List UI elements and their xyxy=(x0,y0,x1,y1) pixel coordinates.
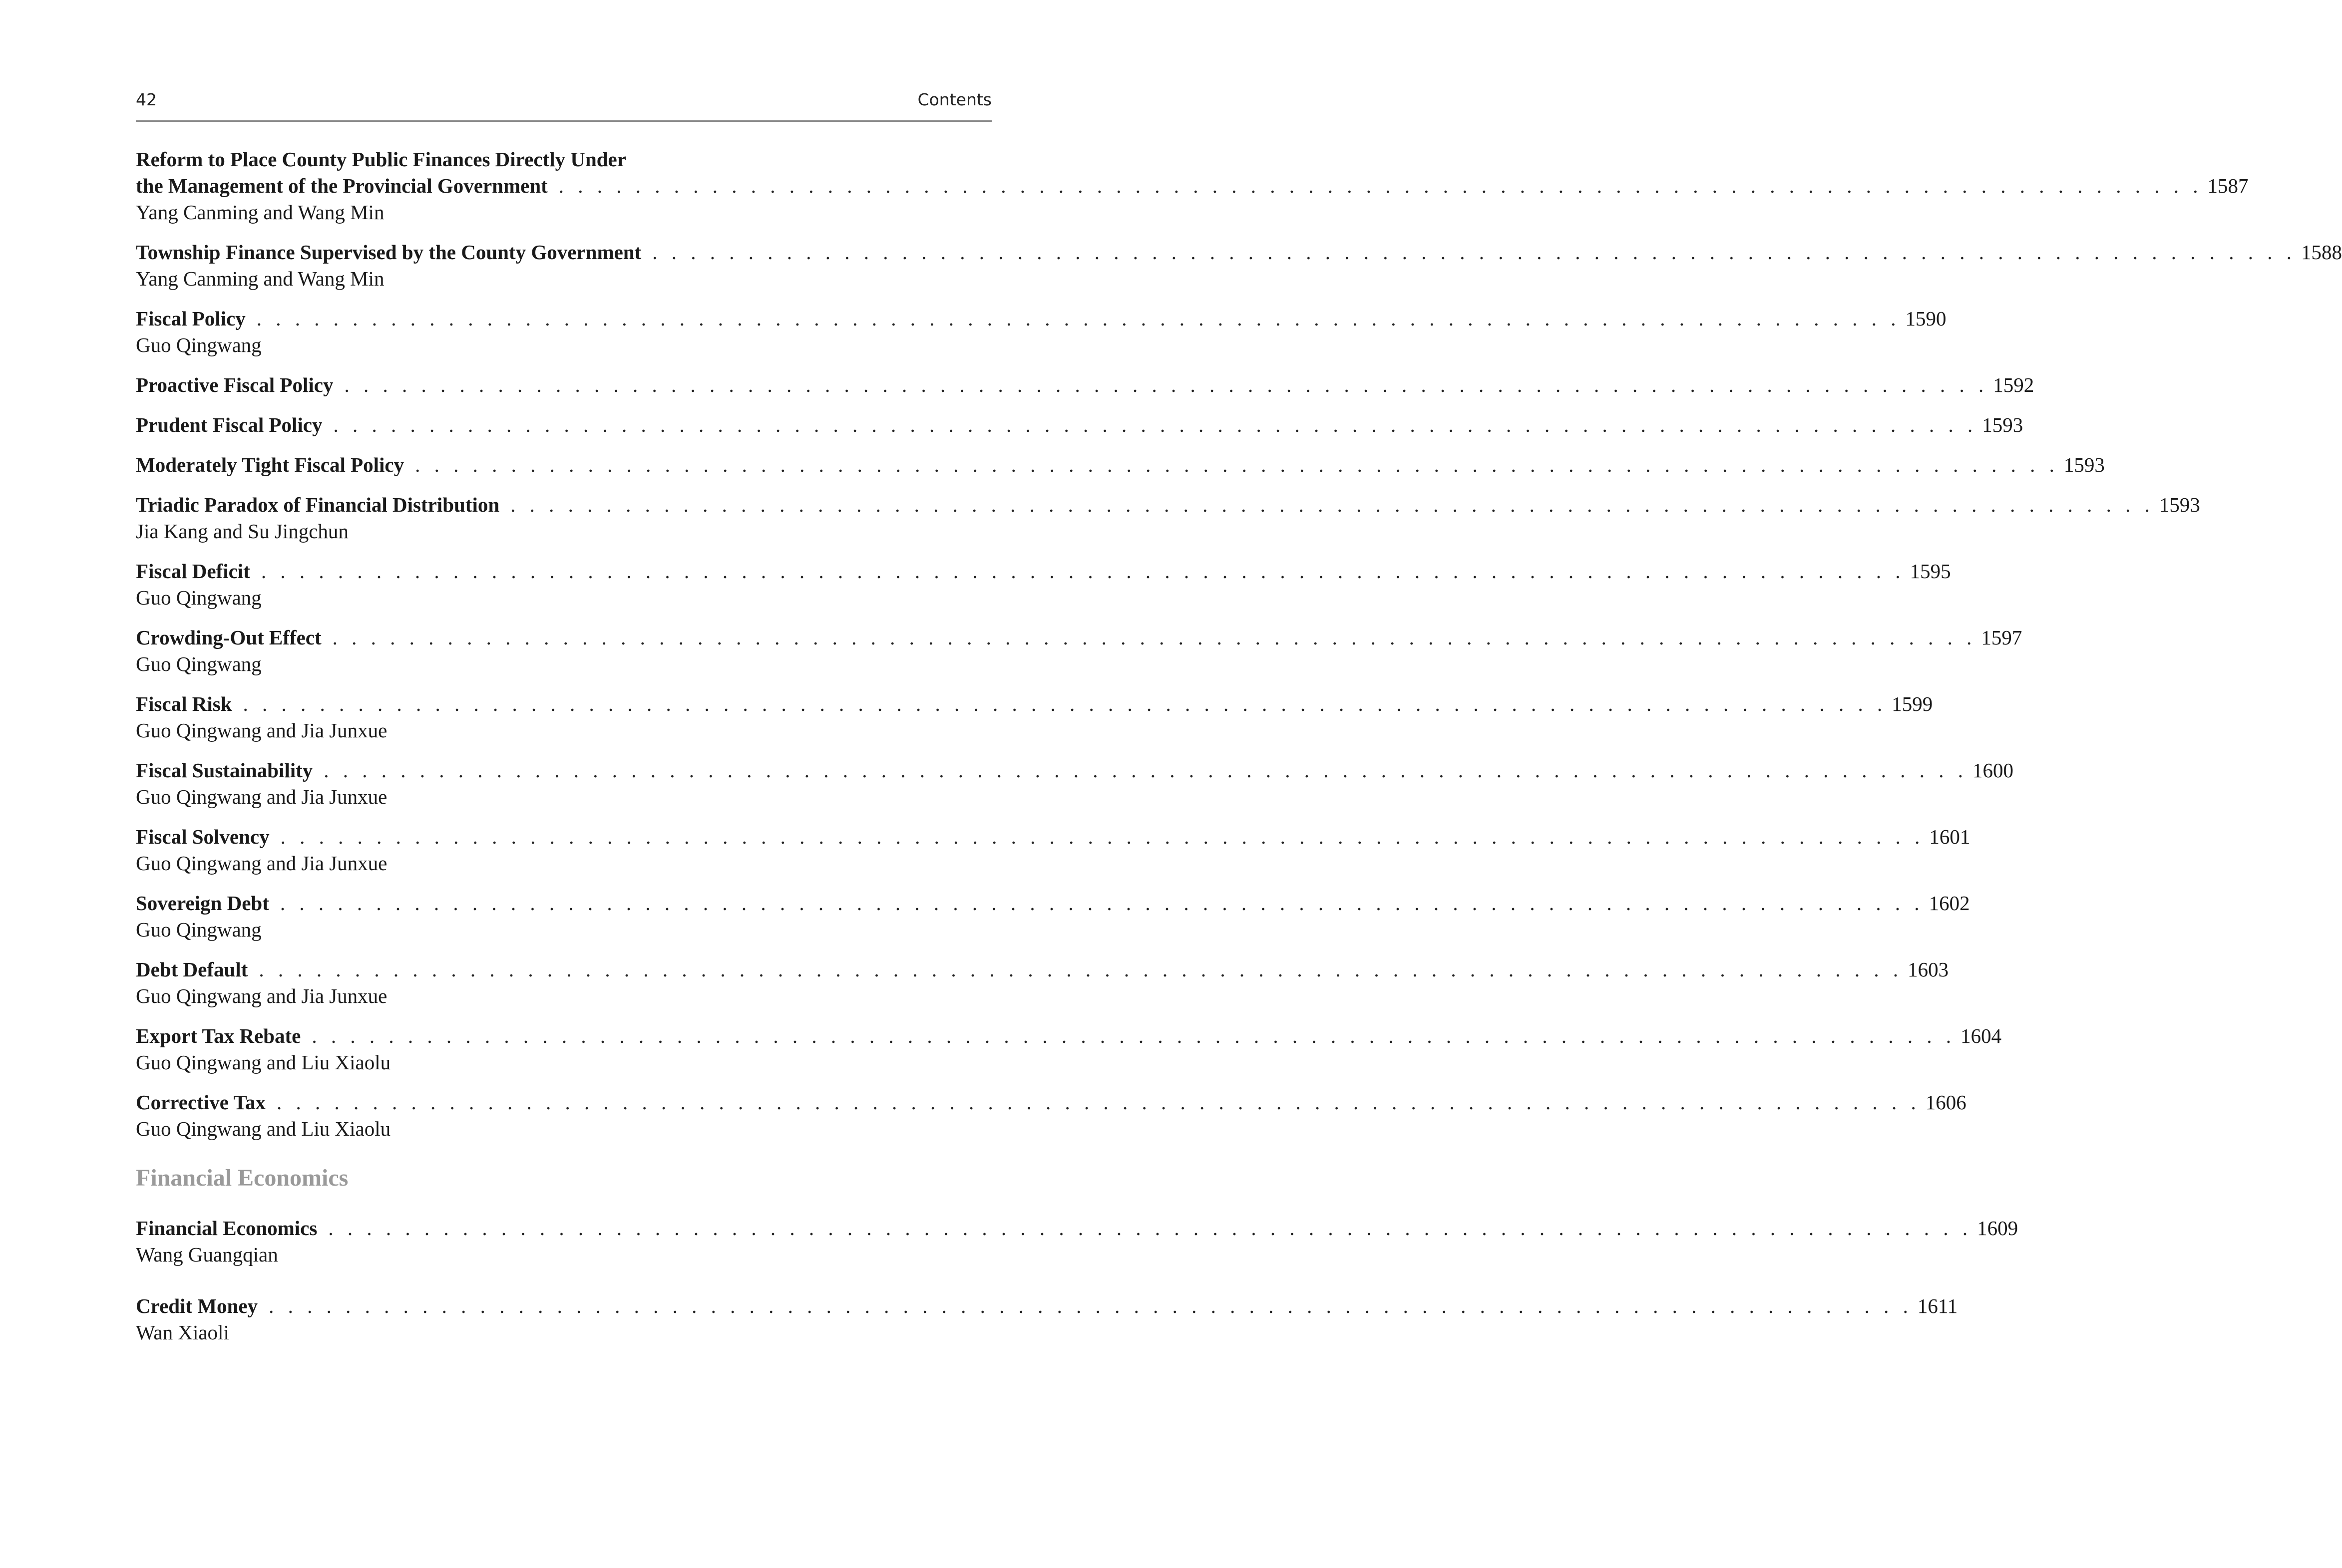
dot-leader: . . . . . . . . . . . . . . . . . . . . . . . . . . . . . . . . . . . . . . . . . . . . . . . . . . . . . . . . . . . . . . . . . . . . . . . . . . . . . . . . . . . . . . xyxy=(558,174,2203,197)
toc-entry-page: 1587 xyxy=(2207,174,2249,197)
toc-entry-page: 1592 xyxy=(1993,373,2034,396)
dot-leader: . . . . . . . . . . . . . . . . . . . . . . . . . . . . . . . . . . . . . . . . . . . . . . . . . . . . . . . . . . . . . . . . . . . . . . . . . . . . . . . . . . . . . . xyxy=(261,560,1905,583)
toc-entry-page: 1611 xyxy=(1917,1294,1958,1317)
dot-leader: . . . . . . . . . . . . . . . . . . . . . . . . . . . . . . . . . . . . . . . . . . . . . . . . . . . . . . . . . . . . . . . . . . . . . . . . . . . . . . . . . . . . . . xyxy=(243,692,1887,715)
toc-entry-moderately-tight-fiscal-policy[interactable] xyxy=(136,452,2105,478)
toc-entry-title: Debt Default xyxy=(136,958,248,981)
toc-entry-authors: Guo Qingwang and Jia Junxue xyxy=(136,719,388,742)
toc-entry-page: 1593 xyxy=(2063,453,2105,476)
toc-entry-fiscal-solvency[interactable] xyxy=(136,824,1970,877)
toc-entry-title: Corrective Tax xyxy=(136,1091,266,1114)
toc-entry-page: 1609 xyxy=(1977,1217,2018,1240)
dot-leader: . . . . . . . . . . . . . . . . . . . . . . . . . . . . . . . . . . . . . . . . . . . . . . . . . . . . . . . . . . . . . . . . . . . . . . . . . . . . . . . . . . . . . . xyxy=(332,626,1976,649)
toc-entry-corrective-tax[interactable] xyxy=(136,1089,1966,1142)
dot-leader: . . . . . . . . . . . . . . . . . . . . . . . . . . . . . . . . . . . . . . . . . . . . . . . . . . . . . . . . . . . . . . . . . . . . . . . . . . . . . . . . . . . . . . xyxy=(344,373,1988,396)
toc-entry-title-row xyxy=(136,372,2034,398)
toc-entry-page: 1588 xyxy=(2301,241,2342,264)
section-heading: Financial Economics xyxy=(136,1165,349,1191)
toc-entry-authors: Guo Qingwang and Liu Xiaolu xyxy=(136,1051,391,1074)
toc-entry-title-row xyxy=(136,306,1947,332)
toc-entry-title-row xyxy=(136,1293,1958,1319)
toc-entry-prudent-fiscal-policy[interactable] xyxy=(136,412,2023,438)
toc-entry-page: 1599 xyxy=(1892,692,1933,715)
dot-leader: . . . . . . . . . . . . . . . . . . . . . . . . . . . . . . . . . . . . . . . . . . . . . . . . . . . . . . . . . . . . . . . . . . . . . . . . . . . . . . . . . . . . . . xyxy=(328,1217,1972,1240)
toc-entry-title: Moderately Tight Fiscal Policy xyxy=(136,453,404,476)
toc-entry-authors: Guo Qingwang xyxy=(136,652,262,675)
page-number: 42 xyxy=(136,90,157,109)
toc-entry-financial-economics[interactable] xyxy=(136,1215,2018,1268)
toc-entry-title-row xyxy=(136,558,1951,585)
toc-entry-title-line1: Reform to Place County Public Finances Directly Under xyxy=(136,148,626,171)
toc-entry-title-row xyxy=(136,452,2105,478)
toc-entry-title-row xyxy=(136,956,1949,983)
dot-leader: . . . . . . . . . . . . . . . . . . . . . . . . . . . . . . . . . . . . . . . . . . . . . . . . . . . . . . . . . . . . . . . . . . . . . . . . . . . . . . . . . . . . . . xyxy=(259,958,1903,981)
toc-entry-crowding-out-effect[interactable] xyxy=(136,625,2022,677)
toc-entry-county-finance-reform[interactable] xyxy=(136,146,2249,226)
toc-entry-title-row xyxy=(136,890,1970,917)
toc-entry-debt-default[interactable] xyxy=(136,956,1949,1009)
toc-entry-authors: Wan Xiaoli xyxy=(136,1321,229,1344)
toc-entry-title-row xyxy=(136,492,2200,518)
toc-entry-title: Prudent Fiscal Policy xyxy=(136,413,323,436)
dot-leader: . . . . . . . . . . . . . . . . . . . . . . . . . . . . . . . . . . . . . . . . . . . . . . . . . . . . . . . . . . . . . . . . . . . . . . . . . . . . . . . . . . . . . . xyxy=(510,493,2154,516)
toc-entry-township-finance[interactable] xyxy=(136,239,2342,292)
toc-entry-page: 1595 xyxy=(1910,560,1951,583)
toc-entry-title-row xyxy=(136,691,1933,717)
toc-entry-title: Crowding-Out Effect xyxy=(136,626,322,649)
toc-entry-title: Fiscal Solvency xyxy=(136,825,270,848)
page-header xyxy=(136,90,992,114)
dot-leader: . . . . . . . . . . . . . . . . . . . . . . . . . . . . . . . . . . . . . . . . . . . . . . . . . . . . . . . . . . . . . . . . . . . . . . . . . . . . . . . . . . . . . . xyxy=(415,453,2059,476)
toc-entry-title: Triadic Paradox of Financial Distribution xyxy=(136,493,500,516)
dot-leader: . . . . . . . . . . . . . . . . . . . . . . . . . . . . . . . . . . . . . . . . . . . . . . . . . . . . . . . . . . . . . . . . . . . . . . . . . . . . . . . . . . . . . . xyxy=(280,825,1925,848)
toc-entry-page: 1601 xyxy=(1929,825,1970,848)
dot-leader: . . . . . . . . . . . . . . . . . . . . . . . . . . . . . . . . . . . . . . . . . . . . . . . . . . . . . . . . . . . . . . . . . . . . . . . . . . . . . . . . . . . . . . xyxy=(324,759,1968,782)
dot-leader: . . . . . . . . . . . . . . . . . . . . . . . . . . . . . . . . . . . . . . . . . . . . . . . . . . . . . . . . . . . . . . . . . . . . . . . . . . . . . . . . . . . . . . xyxy=(256,307,1901,330)
table-of-contents xyxy=(136,146,2342,1359)
toc-entry-page: 1603 xyxy=(1908,958,1949,981)
toc-entry-authors: Wang Guangqian xyxy=(136,1243,278,1266)
toc-entry-page: 1600 xyxy=(1972,759,2014,782)
toc-entry-title: Township Finance Supervised by the County Government xyxy=(136,241,642,264)
toc-entry-fiscal-policy[interactable] xyxy=(136,306,1947,358)
toc-entry-title: the Management of the Provincial Government xyxy=(136,174,548,197)
dot-leader: . . . . . . . . . . . . . . . . . . . . . . . . . . . . . . . . . . . . . . . . . . . . . . . . . . . . . . . . . . . . . . . . . . . . . . . . . . . . . . . . . . . . . . xyxy=(312,1024,1956,1047)
dot-leader: . . . . . . . . . . . . . . . . . . . . . . . . . . . . . . . . . . . . . . . . . . . . . . . . . . . . . . . . . . . . . . . . . . . . . . . . . . . . . . . . . . . . . . xyxy=(277,1091,1921,1114)
toc-entry-title: Financial Economics xyxy=(136,1217,318,1240)
toc-entry-title: Fiscal Sustainability xyxy=(136,759,313,782)
toc-entry-authors: Guo Qingwang and Jia Junxue xyxy=(136,984,388,1007)
toc-entry-title: Export Tax Rebate xyxy=(136,1024,301,1047)
toc-entry-title-row xyxy=(136,1023,2002,1049)
toc-entry-fiscal-deficit[interactable] xyxy=(136,558,1951,611)
toc-entry-authors: Guo Qingwang and Liu Xiaolu xyxy=(136,1117,391,1140)
toc-entry-authors: Yang Canming and Wang Min xyxy=(136,267,385,290)
toc-entry-title: Proactive Fiscal Policy xyxy=(136,373,334,396)
toc-entry-title-row xyxy=(136,239,2342,266)
toc-entry-title-row xyxy=(136,412,2023,438)
toc-entry-title: Fiscal Deficit xyxy=(136,560,250,583)
toc-entry-credit-money[interactable] xyxy=(136,1293,1958,1346)
toc-entry-page: 1597 xyxy=(1981,626,2022,649)
toc-entry-authors: Guo Qingwang xyxy=(136,586,262,609)
toc-entry-sovereign-debt[interactable] xyxy=(136,890,1970,943)
toc-entry-title-row xyxy=(136,757,2014,784)
running-title: Contents xyxy=(917,90,992,109)
toc-entry-page: 1593 xyxy=(2159,493,2200,516)
toc-entry-title: Credit Money xyxy=(136,1294,258,1317)
toc-entry-authors: Guo Qingwang xyxy=(136,918,262,941)
toc-entry-authors: Yang Canming and Wang Min xyxy=(136,201,385,224)
dot-leader: . . . . . . . . . . . . . . . . . . . . . . . . . . . . . . . . . . . . . . . . . . . . . . . . . . . . . . . . . . . . . . . . . . . . . . . . . . . . . . . . . . . . . . xyxy=(652,241,2296,264)
header-rule xyxy=(136,120,992,122)
toc-entry-title-row xyxy=(136,173,2249,199)
toc-entry-authors: Guo Qingwang and Jia Junxue xyxy=(136,852,388,875)
toc-entry-proactive-fiscal-policy[interactable] xyxy=(136,372,2034,398)
toc-entry-title-row xyxy=(136,1215,2018,1242)
toc-entry-title-row xyxy=(136,824,1970,850)
toc-entry-title-row xyxy=(136,1089,1966,1116)
toc-entry-export-tax-rebate[interactable] xyxy=(136,1023,2002,1076)
toc-entry-page: 1593 xyxy=(1982,413,2023,436)
dot-leader: . . . . . . . . . . . . . . . . . . . . . . . . . . . . . . . . . . . . . . . . . . . . . . . . . . . . . . . . . . . . . . . . . . . . . . . . . . . . . . . . . . . . . . xyxy=(280,892,1924,915)
toc-entry-authors: Guo Qingwang xyxy=(136,333,262,356)
dot-leader: . . . . . . . . . . . . . . . . . . . . . . . . . . . . . . . . . . . . . . . . . . . . . . . . . . . . . . . . . . . . . . . . . . . . . . . . . . . . . . . . . . . . . . xyxy=(269,1294,1913,1317)
toc-entry-fiscal-sustainability[interactable] xyxy=(136,757,2014,810)
toc-entry-authors: Guo Qingwang and Jia Junxue xyxy=(136,785,388,808)
toc-entry-title: Sovereign Debt xyxy=(136,892,269,915)
dot-leader: . . . . . . . . . . . . . . . . . . . . . . . . . . . . . . . . . . . . . . . . . . . . . . . . . . . . . . . . . . . . . . . . . . . . . . . . . . . . . . . . . . . . . . xyxy=(333,413,1977,436)
toc-entry-page: 1590 xyxy=(1905,307,1947,330)
toc-entry-fiscal-risk[interactable] xyxy=(136,691,1933,744)
toc-entry-page: 1606 xyxy=(1925,1091,1966,1114)
toc-entry-page: 1602 xyxy=(1929,892,1970,915)
toc-entry-triadic-paradox[interactable] xyxy=(136,492,2200,545)
toc-entry-authors: Jia Kang and Su Jingchun xyxy=(136,520,349,543)
toc-entry-title: Fiscal Risk xyxy=(136,692,232,715)
toc-entry-page: 1604 xyxy=(1960,1024,2002,1047)
toc-entry-title: Fiscal Policy xyxy=(136,307,246,330)
toc-entry-title-row xyxy=(136,625,2022,651)
